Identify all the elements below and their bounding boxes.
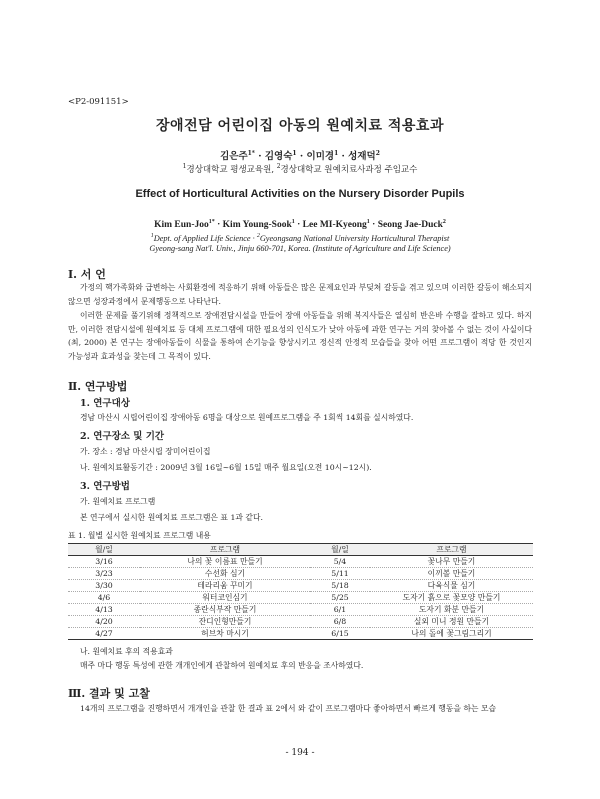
table-cell: 꽃나무 만들기 bbox=[370, 556, 533, 568]
header-date-1: 월/일 bbox=[68, 544, 140, 556]
program-description: 본 연구에서 실시한 원예치료 프로그램은 표 1과 같다. bbox=[80, 513, 263, 522]
intro-paragraph-1: 가정의 핵가족화와 급변하는 사회환경에 적응하기 위해 아동들은 많은 문제요인과 부딪쳐 갈등을 겪고 있으며 이러한 갈등이 해소되지 않으면 성장과정에서 문제행동으로 나타난다. bbox=[68, 283, 532, 306]
table-cell: 5/25 bbox=[310, 592, 370, 604]
authors-korean: 김은주$^{1*}$ · 김영숙$^1$ · 이미경$^1$ · 성재덕$^2$ bbox=[220, 149, 380, 162]
header-program-2: 프로그램 bbox=[370, 544, 533, 556]
section-methods-heading: Ⅱ. 연구방법 bbox=[68, 380, 128, 393]
page-number: - 194 - bbox=[285, 748, 315, 758]
table-cell: 5/11 bbox=[310, 568, 370, 580]
table-cell: 5/4 bbox=[310, 556, 370, 568]
table-row bbox=[68, 628, 533, 640]
table-cell: 4/13 bbox=[68, 604, 140, 616]
table-cell: 나의 꽃 이름표 만들기 bbox=[140, 556, 310, 568]
table-cell: 5/18 bbox=[310, 580, 370, 592]
table-cell: 다육식물 심기 bbox=[370, 580, 533, 592]
authors-english: Kim Eun-Joo$^{1*}$ · Kim Young-Sook$^1$ · Lee MI-Kyeong$^1$ · Seong Jae-Duck$^2$ bbox=[154, 218, 446, 230]
table-cell: 이끼볼 만들기 bbox=[370, 568, 533, 580]
table-cell: 허브차 마시기 bbox=[140, 628, 310, 640]
table-cell: 테라리움 꾸미기 bbox=[140, 580, 310, 592]
header-program-1: 프로그램 bbox=[140, 544, 310, 556]
table-row bbox=[68, 568, 533, 580]
table-cell: 도자기 흙으로 꽃모양 만들기 bbox=[370, 592, 533, 604]
table-cell: 6/8 bbox=[310, 616, 370, 628]
table-header-row bbox=[68, 544, 533, 556]
table-cell: 3/30 bbox=[68, 580, 140, 592]
table-caption: 표 1. 월별 실시한 원예치료 프로그램 내용 bbox=[68, 531, 211, 540]
program-table bbox=[68, 543, 533, 640]
section-results-heading: Ⅲ. 결과 및 고찰 bbox=[68, 687, 150, 700]
table-cell: 실외 미니 정원 만들기 bbox=[370, 616, 533, 628]
program-label: 가. 원예치료 프로그램 bbox=[80, 497, 156, 506]
table-row bbox=[68, 592, 533, 604]
subsection-subjects-heading: 1. 연구대상 bbox=[80, 398, 130, 409]
effects-description: 매주 마다 행동 특성에 관한 개개인에게 관찰하여 원예치료 후의 반응을 조사하였다. bbox=[80, 661, 364, 670]
table-row bbox=[68, 580, 533, 592]
table-cell: 도자기 화분 만들기 bbox=[370, 604, 533, 616]
effects-label: 나. 원예치료 후의 적용효과 bbox=[80, 647, 173, 656]
subsection-place-period-heading: 2. 연구장소 및 기간 bbox=[80, 431, 165, 442]
affiliation-korean: $^1$경상대학교 평생교육원, $^2$경상대학교 원예치료사과정 주임교수 bbox=[182, 163, 418, 175]
subjects-text: 경남 마산시 시립어린이집 장애아동 6명을 대상으로 원예프로그램을 주 1회씩 14회를 실시하였다. bbox=[80, 413, 414, 422]
table-row bbox=[68, 616, 533, 628]
affiliation-english-line1: $^1$Dept. of Applied Life Science · $^2$Gyeongsang National University Horticultural Therapist bbox=[150, 233, 450, 243]
table-cell: 4/6 bbox=[68, 592, 140, 604]
table-cell: 잔디인형만들기 bbox=[140, 616, 310, 628]
table-row bbox=[68, 604, 533, 616]
table-cell: 나의 돌에 꽃그림그리기 bbox=[370, 628, 533, 640]
affiliation-english-line2: Gyeong-sang Nat'l. Univ., Jinju 660-701, Korea. (Institute of Agriculture and Life Science) bbox=[149, 244, 451, 253]
title-korean: 장애전담 어린이집 아동의 원예치료 적용효과 bbox=[156, 118, 444, 134]
place-text: 가. 장소 : 경남 마산시립 장미어린이집 bbox=[80, 447, 211, 456]
table-cell: 4/27 bbox=[68, 628, 140, 640]
table-cell: 3/23 bbox=[68, 568, 140, 580]
table-cell: 종란식부작 만들기 bbox=[140, 604, 310, 616]
header-date-2: 월/일 bbox=[310, 544, 370, 556]
table-cell: 수선화 심기 bbox=[140, 568, 310, 580]
table-cell: 3/16 bbox=[68, 556, 140, 568]
table-row bbox=[68, 556, 533, 568]
intro-paragraph-2: 이러한 문제를 풀기위해 정책적으로 장애전담시설을 만들어 장애 아동들을 위해 복지사들은 열심히 반은바 수행을 잘하고 있다. 하지만, 이러한 전담시설에 원예치료 등 대체 프로그램에 대한 필요성의 인식도가 낮아 아동에 과한 연구는 거의 찾아볼 수 없는 것이 사실이다(최, 2000) 본 연구는 장애아동들이 식물을 통하여 손기능을 향상시키고 정신적 안정적 모습들을 찾아 어떤 프로그램이 적당 한 것인지 가능성과 효과성을 찾는데 그 목적이 있다. bbox=[68, 311, 532, 361]
subsection-method-heading: 3. 연구방법 bbox=[80, 481, 130, 492]
results-text: 14개의 프로그램을 진행하면서 개개인을 관찰 한 결과 표 2에서 와 같이 프로그램마다 좋아하면서 빠르게 행동을 하는 모습 bbox=[80, 704, 497, 713]
section-introduction-heading: Ⅰ. 서 언 bbox=[68, 268, 106, 281]
table-cell: 6/15 bbox=[310, 628, 370, 640]
table-cell: 6/1 bbox=[310, 604, 370, 616]
title-english: Effect of Horticultural Activities on the Nursery Disorder Pupils bbox=[135, 188, 465, 200]
abstract-code: <P2-091151> bbox=[68, 97, 129, 107]
table-cell: 워터코인심기 bbox=[140, 592, 310, 604]
period-text: 나. 원예치료활동기간 : 2009년 3월 16일~6월 15일 매주 월요일(오전 10시~12시). bbox=[80, 463, 372, 472]
table-cell: 4/20 bbox=[68, 616, 140, 628]
